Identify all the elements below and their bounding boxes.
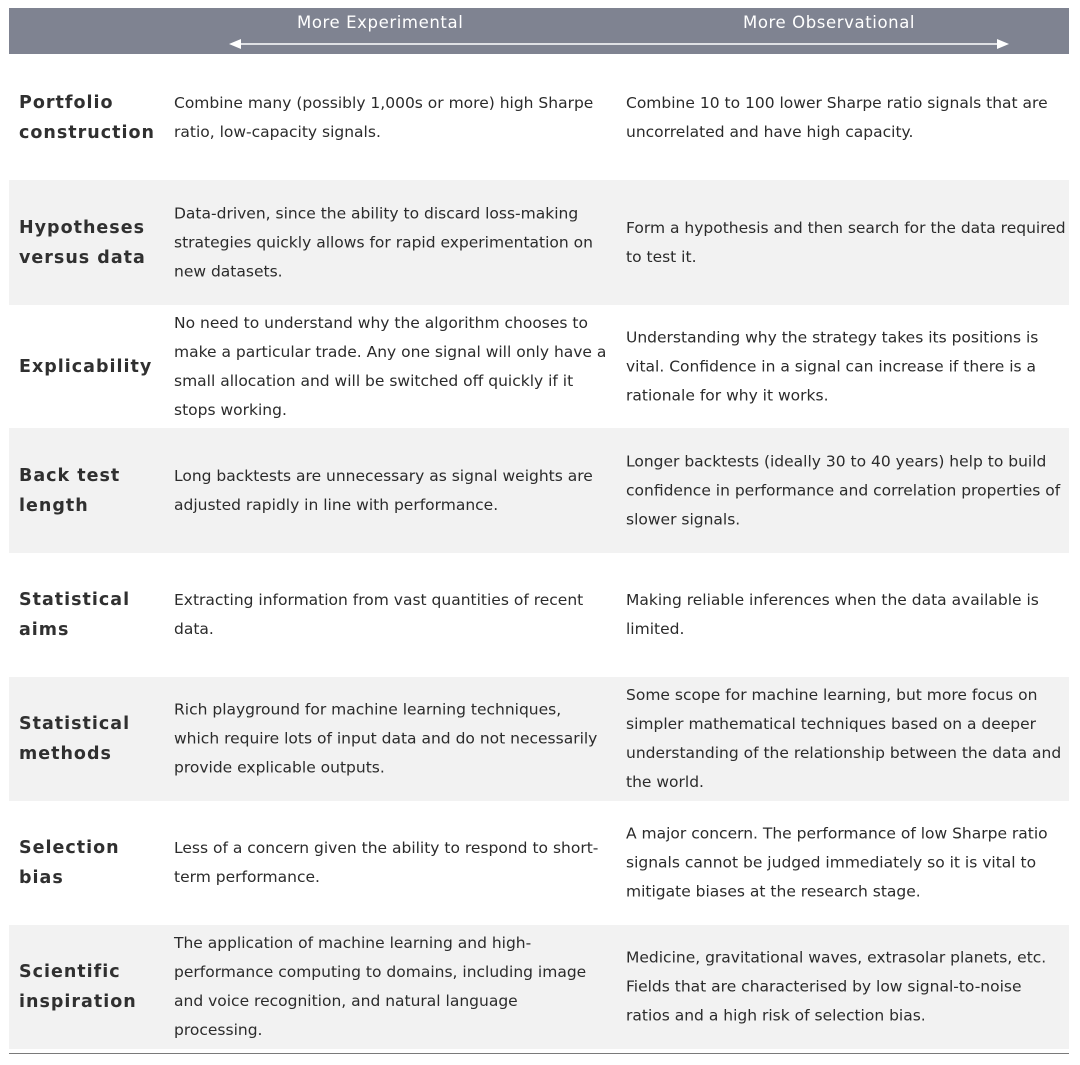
table-row (9, 925, 1069, 1049)
experimental-cell: Rich playground for machine learning techniques, which require lots of input data and do not necessarily provide explicable outputs. (174, 700, 598, 777)
double-arrow-icon (9, 38, 1069, 50)
experimental-cell: Less of a concern given the ability to respond to short-term performance. (174, 839, 599, 886)
observational-cell: Medicine, gravitational waves, extrasolar planets, etc. Fields that are characterised by low signal-to-noise ratios and a high risk of selection bias. (626, 948, 1047, 1025)
row-label: Hypotheses versus data (19, 217, 146, 268)
row-label: Explicability (19, 356, 153, 377)
experimental-cell: Combine many (possibly 1,000s or more) high Sharpe ratio, low-capacity signals. (174, 94, 594, 141)
row-label: Statistical aims (19, 590, 131, 640)
row-label: Scientific inspiration (19, 962, 137, 1012)
row-label: Portfolio construction (19, 93, 155, 143)
observational-cell: Form a hypothesis and then search for the data required to test it. (626, 218, 1066, 266)
observational-cell: Understanding why the strategy takes its positions is vital. Confidence in a signal can increase if there is a rationale for why it works. (626, 328, 1039, 404)
observational-cell: Longer backtests (ideally 30 to 40 years) help to build confidence in performance and correlation properties of slower signals. (626, 452, 1061, 528)
table-row (9, 553, 1069, 677)
table-bottom-rule (9, 1053, 1069, 1054)
header-bar (9, 8, 1069, 54)
table-row (9, 305, 1069, 428)
table-row (9, 677, 1069, 801)
row-label: Statistical methods (19, 714, 131, 764)
comparison-table (9, 56, 1069, 1049)
observational-cell: Some scope for machine learning, but more focus on simpler mathematical techniques based on a deeper understanding of the relationship between the data and the world. (626, 686, 1062, 791)
experimental-header-label: More Experimental (297, 13, 464, 32)
table-row (9, 180, 1069, 305)
observational-cell: Making reliable inferences when the data available is limited. (626, 591, 1039, 638)
table-row (9, 801, 1069, 925)
observational-header-label: More Observational (743, 13, 916, 32)
experimental-cell: Data-driven, since the ability to discard loss-making strategies quickly allows for rapid experimentation on new datasets. (174, 204, 593, 280)
experimental-cell: The application of machine learning and high-performance computing to domains, including image and voice recognition, and natural language processing. (174, 934, 587, 1039)
experimental-cell: Long backtests are unnecessary as signal weights are adjusted rapidly in line with performance. (174, 466, 593, 514)
experimental-cell: Extracting information from vast quantities of recent data. (174, 591, 584, 638)
observational-cell: A major concern. The performance of low Sharpe ratio signals cannot be judged immediately so it is vital to mitigate biases at the research stage. (626, 824, 1048, 901)
row-label: Selection bias (19, 838, 120, 888)
observational-cell: Combine 10 to 100 lower Sharpe ratio signals that are uncorrelated and have high capacity. (626, 94, 1048, 141)
row-label: Back test length (19, 465, 121, 516)
table-row (9, 428, 1069, 553)
table-row (9, 56, 1069, 180)
experimental-cell: No need to understand why the algorithm chooses to make a particular trade. Any one signal will only have a small allocation and will be switched off quickly if it stops working. (174, 313, 607, 419)
